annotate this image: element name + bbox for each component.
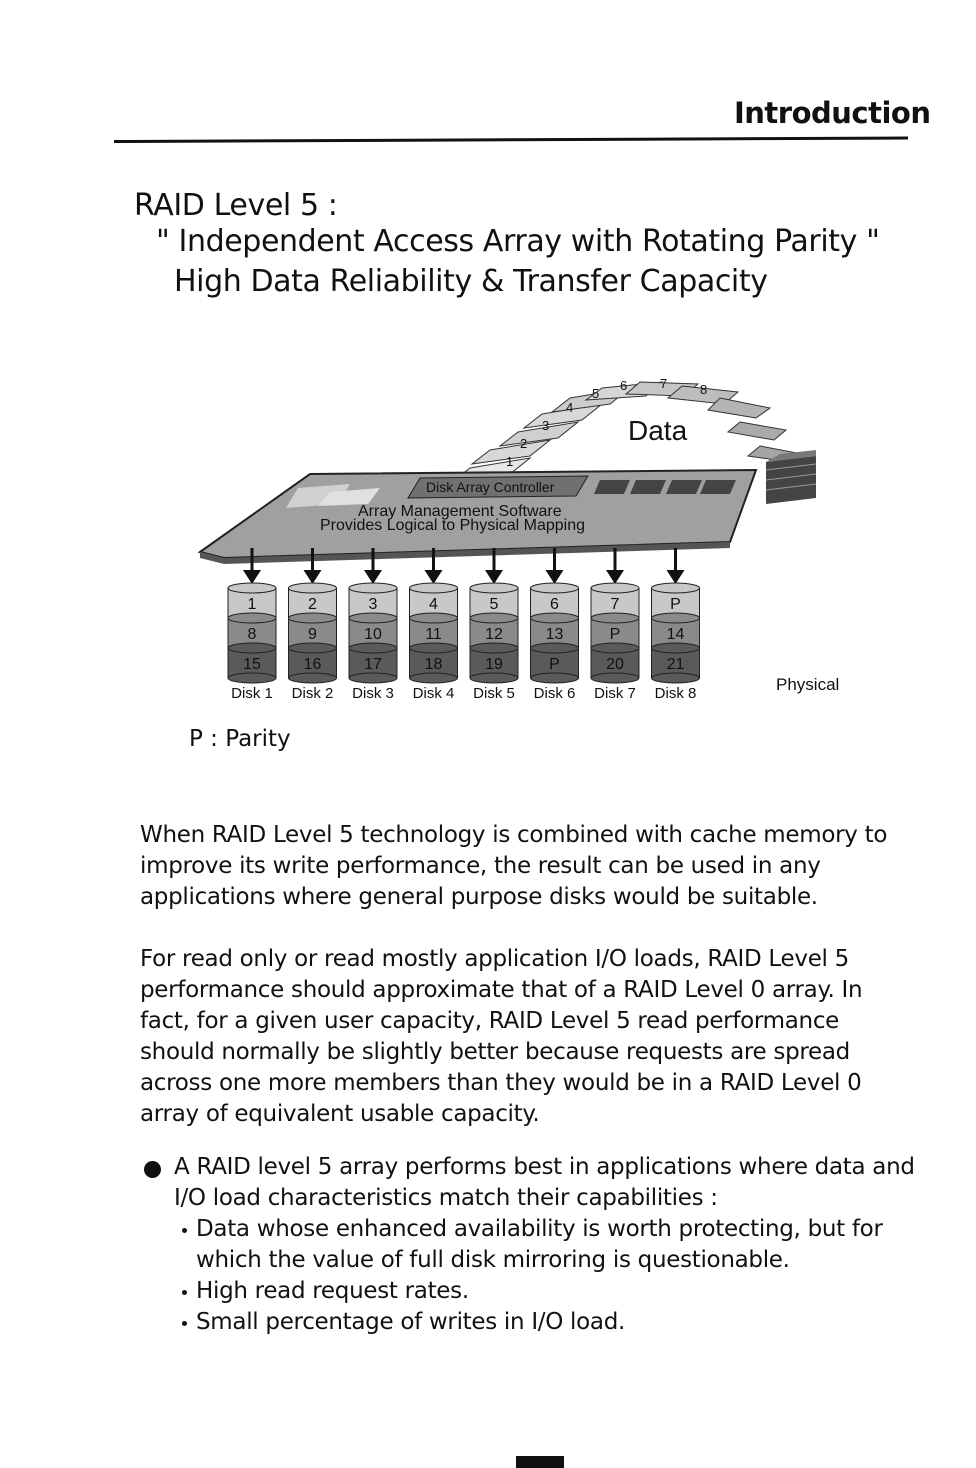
title-line-3: High Data Reliability & Transfer Capacity	[174, 264, 768, 299]
sub-item	[142, 1214, 922, 1276]
parity-note: P : Parity	[189, 726, 291, 752]
disk-bottom	[470, 673, 518, 683]
raid5-diagram	[190, 370, 870, 710]
paragraph-2	[140, 944, 910, 1130]
disk-2	[289, 548, 337, 702]
disks-group	[228, 548, 700, 702]
arrow-down-icon	[546, 570, 564, 584]
disk-label: Disk 8	[654, 685, 697, 702]
disk-block-top	[349, 643, 397, 653]
sub-item-line: Data whose enhanced availability is worth protecting, but for	[196, 1216, 883, 1242]
data-stream	[452, 382, 802, 482]
header-rule	[114, 137, 908, 143]
sub-item-line: High read request rates.	[196, 1278, 469, 1304]
disk-block-label: 11	[425, 626, 442, 643]
data-block-label: 3	[542, 418, 550, 433]
page-number-marker	[516, 1456, 564, 1468]
paragraph-2-line: should normally be slightly better because requests are spread	[140, 1039, 850, 1065]
disk-block-top	[349, 613, 397, 623]
disk-block-top	[470, 613, 518, 623]
disk-3	[349, 548, 397, 702]
disk-8	[652, 548, 700, 702]
sub-item-line: which the value of full disk mirroring is questionable.	[196, 1247, 790, 1273]
disk-bottom	[652, 673, 700, 683]
paragraph-2-line: array of equivalent usable capacity.	[140, 1101, 540, 1127]
sub-bullet-icon	[182, 1228, 187, 1233]
data-block-label: 2	[520, 436, 528, 451]
disk-block-top	[228, 643, 276, 653]
paragraph-2-line: fact, for a given user capacity, RAID Level 5 read performance	[140, 1008, 840, 1034]
bullet-dot-icon	[144, 1161, 161, 1178]
disk-block-label: 2	[308, 596, 317, 613]
disk-6	[531, 548, 579, 702]
arrow-down-icon	[425, 570, 443, 584]
disk-block-label: 12	[485, 626, 503, 643]
sub-bullet-icon	[182, 1321, 187, 1326]
sub-item	[142, 1276, 922, 1307]
paragraph-1-line: When RAID Level 5 technology is combined with cache memory to	[140, 822, 888, 848]
disk-block-top	[470, 583, 518, 593]
disk-block-top	[410, 613, 458, 623]
disk-bottom	[349, 673, 397, 683]
sub-list	[142, 1214, 922, 1338]
disk-block-label: P	[670, 596, 681, 613]
disk-block-top	[289, 643, 337, 653]
disk-block-label: 16	[303, 656, 322, 673]
disk-block-top	[349, 583, 397, 593]
disk-block-label: 9	[308, 626, 317, 643]
disk-block-top	[470, 643, 518, 653]
disk-block-label: 5	[489, 596, 499, 613]
bullet-item	[142, 1152, 922, 1214]
disk-4	[410, 548, 458, 702]
physical-cube	[766, 450, 816, 504]
sub-bullet-icon	[182, 1290, 187, 1295]
data-label: Data	[628, 415, 688, 446]
software-label-1: Array Management Software	[358, 503, 562, 520]
disk-block-top	[591, 583, 639, 593]
disk-block-label: 8	[247, 626, 257, 643]
disk-block-top	[410, 643, 458, 653]
sub-item	[142, 1307, 922, 1338]
sub-item-line: Small percentage of writes in I/O load.	[196, 1309, 626, 1335]
paragraph-2-line: For read only or read mostly application I/O loads, RAID Level 5	[140, 946, 849, 972]
disk-block-top	[228, 613, 276, 623]
bullet-block	[142, 1152, 922, 1338]
disk-block-label: P	[609, 626, 621, 643]
data-block-label: 4	[566, 400, 574, 415]
disk-block-label: 13	[545, 626, 564, 643]
disk-5	[470, 548, 518, 702]
disk-block-top	[591, 613, 639, 623]
disk-label: Disk 1	[231, 685, 273, 702]
paragraph-2-line: performance should approximate that of a RAID Level 0 array. In	[140, 977, 863, 1003]
disk-1	[228, 548, 276, 702]
physical-label: Physical	[776, 675, 840, 694]
arrow-down-icon	[243, 570, 261, 584]
disk-block-top	[591, 643, 639, 653]
disk-block-label: 3	[368, 596, 378, 613]
disk-block-top	[652, 583, 700, 593]
disk-block-top	[652, 643, 700, 653]
disk-block-label: 18	[424, 656, 443, 673]
title-line-2: " Independent Access Array with Rotating Parity "	[156, 224, 880, 259]
arrow-down-icon	[485, 570, 503, 584]
section-header: Introduction	[734, 96, 931, 130]
disk-block-label: 14	[666, 626, 685, 643]
disk-label: Disk 5	[473, 685, 515, 702]
disk-label: Disk 2	[291, 685, 334, 702]
disk-block-top	[652, 613, 700, 623]
disk-block-label: 4	[429, 596, 438, 613]
disk-block-label: 21	[666, 656, 685, 673]
disk-block-label: 1	[247, 596, 257, 613]
disk-block-label: 15	[243, 656, 261, 673]
arrow-down-icon	[606, 570, 624, 584]
title-line-1: RAID Level 5 :	[134, 188, 338, 223]
disk-block-label: 19	[485, 656, 503, 673]
disk-block-top	[531, 613, 579, 623]
controller-label: Disk Array Controller	[426, 479, 555, 495]
disk-block-top	[531, 643, 579, 653]
bullet-line: A RAID level 5 array performs best in applications where data and	[174, 1154, 915, 1180]
disk-block-label: 17	[364, 656, 382, 673]
disk-bottom	[591, 673, 639, 683]
disk-block-top	[289, 613, 337, 623]
data-block-label: 6	[620, 378, 628, 393]
disk-label: Disk 7	[594, 685, 636, 702]
disk-bottom	[531, 673, 579, 683]
paragraph-1-line: applications where general purpose disks would be suitable.	[140, 884, 818, 910]
disk-block-top	[410, 583, 458, 593]
disk-bottom	[228, 673, 276, 683]
data-block-label: 1	[506, 454, 514, 469]
paragraph-2-line: across one more members than they would be in a RAID Level 0	[140, 1070, 862, 1096]
data-block-label: 8	[700, 382, 708, 397]
disk-7	[591, 548, 639, 702]
paragraph-1	[140, 820, 910, 913]
disk-block-label: 10	[364, 626, 382, 643]
bullet-line: I/O load characteristics match their capabilities :	[174, 1185, 718, 1211]
disk-block-label: 6	[550, 596, 559, 613]
disk-label: Disk 3	[352, 685, 394, 702]
data-block-label: 5	[592, 386, 600, 401]
arrow-down-icon	[667, 570, 685, 584]
disk-block-label: P	[549, 656, 560, 673]
disk-block-top	[228, 583, 276, 593]
disk-block-label: 20	[606, 656, 624, 673]
arrow-down-icon	[304, 570, 322, 584]
disk-bottom	[410, 673, 458, 683]
disk-bottom	[289, 673, 337, 683]
data-block-label: 7	[660, 376, 668, 391]
arrow-down-icon	[364, 570, 382, 584]
software-label-2: Provides Logical to Physical Mapping	[320, 517, 586, 534]
disk-block-top	[289, 583, 337, 593]
paragraph-1-line: improve its write performance, the result can be used in any	[140, 853, 821, 879]
disk-label: Disk 6	[533, 685, 576, 702]
disk-block-label: 7	[610, 596, 620, 613]
disk-label: Disk 4	[412, 685, 455, 702]
disk-block-top	[531, 583, 579, 593]
